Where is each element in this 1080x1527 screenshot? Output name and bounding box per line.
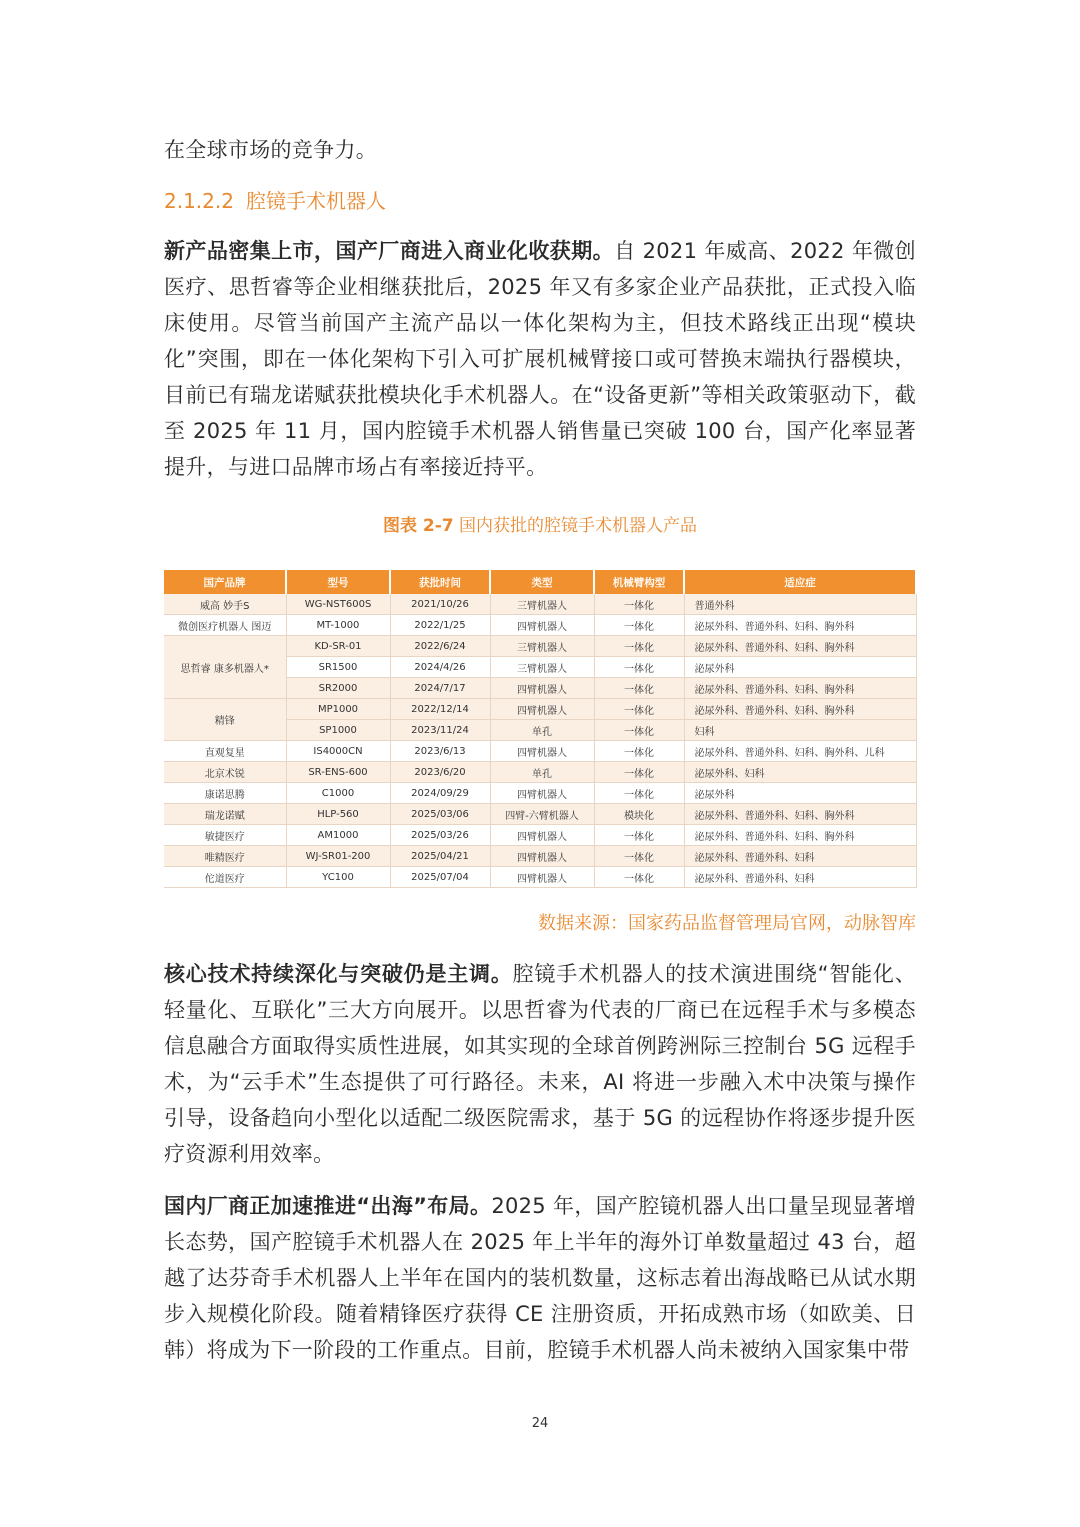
cell-arm: 一体化 [594,867,684,888]
cell-indications: 泌尿外科、普通外科、妇科、胸外科 [684,825,916,846]
cell-model: WG-NST600S [286,594,390,615]
cell-brand: 北京术锐 [164,762,286,783]
cell-date: 2025/07/04 [390,867,490,888]
cell-model: C1000 [286,783,390,804]
cell-model: SR2000 [286,678,390,699]
cell-brand: 思哲睿 康多机器人* [164,636,286,699]
table-row [164,783,916,804]
header-type: 类型 [490,570,594,594]
cell-arm: 一体化 [594,846,684,867]
cell-model: KD-SR-01 [286,636,390,657]
figure-label: 图表 2-7 [382,516,454,536]
cell-model: SP1000 [286,720,390,741]
cell-date: 2022/12/14 [390,699,490,720]
figure-caption [164,510,916,542]
header-model: 型号 [286,570,390,594]
page-number: 24 [531,1416,549,1431]
cell-date: 2024/09/29 [390,783,490,804]
cell-indications: 泌尿外科、普通外科、妇科、胸外科 [684,615,916,636]
table-row [164,615,916,636]
paragraph-1-body: 自 2021 年威高、2022 年微创医疗、思哲睿等企业相继获批后，2025 年又有多家企业产品获批，正式投入临床使用。尽管当前国产主流产品以一体化架构为主，但技术路线正出现“模块化”突围，即在一体化架构下引入可扩展机械臂接口或可替换末端执行器模块，目前已有瑞龙诺赋获批模块化手术机器人。在“设备更新”等相关政策驱动下，截至 2025 年 11 月，国内腔镜手术机器人销售量已突破 100 台，国产化率显著提升，与进口品牌市场占有率接近持平。 [164,239,916,479]
cell-arm: 一体化 [594,636,684,657]
cell-type: 四臂机器人 [490,825,594,846]
cell-arm: 模块化 [594,804,684,825]
cell-indications: 泌尿外科、普通外科、妇科 [684,846,916,867]
cell-arm: 一体化 [594,783,684,804]
section-title: 腔镜手术机器人 [245,189,386,213]
cell-indications: 泌尿外科 [684,783,916,804]
table-row [164,846,916,867]
cell-date: 2023/6/20 [390,762,490,783]
table-row [164,741,916,762]
cell-type: 四臂-六臂机器人 [490,804,594,825]
table-row [164,825,916,846]
cell-indications: 泌尿外科、普通外科、妇科、胸外科、儿科 [684,741,916,762]
cell-model: WJ-SR01-200 [286,846,390,867]
section-heading [164,183,386,219]
cell-indications: 泌尿外科、普通外科、妇科、胸外科 [684,804,916,825]
cell-date: 2024/4/26 [390,657,490,678]
cell-indications: 泌尿外科、普通外科、妇科、胸外科 [684,699,916,720]
cell-indications: 泌尿外科 [684,657,916,678]
cell-brand: 佗道医疗 [164,867,286,888]
cell-brand: 威高 妙手S [164,594,286,615]
cell-type: 四臂机器人 [490,783,594,804]
cell-arm: 一体化 [594,825,684,846]
header-indications: 适应症 [684,570,916,594]
cell-type: 四臂机器人 [490,699,594,720]
cell-brand: 瑞龙诺赋 [164,804,286,825]
cell-model: SR1500 [286,657,390,678]
table-row [164,804,916,825]
cell-indications: 泌尿外科、普通外科、妇科、胸外科 [684,678,916,699]
cell-date: 2023/11/24 [390,720,490,741]
cell-date: 2025/03/26 [390,825,490,846]
data-source: 数据来源：国家药品监督管理局官网，动脉智库 [538,913,916,934]
cell-date: 2022/6/24 [390,636,490,657]
cell-date: 2025/03/06 [390,804,490,825]
paragraph-1 [164,233,916,485]
table-row [164,699,916,720]
cell-indications: 泌尿外科、妇科 [684,762,916,783]
table-row [164,867,916,888]
paragraph-3-body: 2025 年，国产腔镜机器人出口量呈现显著增长态势，国产腔镜手术机器人在 2025 年上半年的海外订单数量超过 43 台，超越了达芬奇手术机器人上半年在国内的装机数量，这标志着出海战略已从试水期步入规模化阶段。随着精锋医疗获得 CE 注册资质，开拓成熟市场（如欧美、日韩）将成为下一阶段的工作重点。目前，腔镜手术机器人尚未被纳入国家集中带 [164,1194,916,1362]
paragraph-3-lead: 国内厂商正加速推进“出海”布局。 [164,1194,492,1218]
cell-brand: 敏捷医疗 [164,825,286,846]
cell-type: 四臂机器人 [490,615,594,636]
header-brand: 国产品牌 [164,570,286,594]
cell-model: IS4000CN [286,741,390,762]
cell-arm: 一体化 [594,741,684,762]
cell-type: 单孔 [490,762,594,783]
cell-date: 2025/04/21 [390,846,490,867]
paragraph-2-body: 腔镜手术机器人的技术演进围绕“智能化、轻量化、互联化”三大方向展开。以思哲睿为代表的厂商已在远程手术与多模态信息融合方面取得实质性进展，如其实现的全球首例跨洲际三控制台 5G 远程手术，为“云手术”生态提供了可行路径。未来，AI 将进一步融入术中决策与操作引导，设备趋向小型化以适配二级医院需求，基于 5G 的远程协作将逐步提升医疗资源利用效率。 [164,962,916,1166]
cell-date: 2022/1/25 [390,615,490,636]
cell-model: AM1000 [286,825,390,846]
cell-brand: 康诺思腾 [164,783,286,804]
cell-date: 2021/10/26 [390,594,490,615]
paragraph-3 [164,1188,916,1368]
paragraph-2-lead: 核心技术持续深化与突破仍是主调。 [164,962,513,986]
header-approval-date: 获批时间 [390,570,490,594]
table-header-row [164,570,916,594]
cell-date: 2024/7/17 [390,678,490,699]
figure-title: 国内获批的腔镜手术机器人产品 [459,516,698,536]
products-table [164,570,917,888]
cell-model: SR-ENS-600 [286,762,390,783]
cell-brand: 微创医疗机器人 图迈 [164,615,286,636]
cell-type: 三臂机器人 [490,636,594,657]
cell-model: YC100 [286,867,390,888]
paragraph-1-lead: 新产品密集上市，国产厂商进入商业化收获期。 [164,239,615,263]
cell-brand: 精锋 [164,699,286,741]
table-row [164,636,916,657]
cell-arm: 一体化 [594,762,684,783]
cell-arm: 一体化 [594,615,684,636]
table-row [164,762,916,783]
section-number: 2.1.2.2 [164,189,234,213]
paragraph-2 [164,956,916,1172]
cell-arm: 一体化 [594,657,684,678]
cell-arm: 一体化 [594,594,684,615]
cell-indications: 泌尿外科、普通外科、妇科、胸外科 [684,636,916,657]
cell-type: 四臂机器人 [490,741,594,762]
cell-model: MT-1000 [286,615,390,636]
cell-model: HLP-560 [286,804,390,825]
cell-type: 四臂机器人 [490,867,594,888]
cell-type: 三臂机器人 [490,657,594,678]
cell-type: 四臂机器人 [490,678,594,699]
table-row [164,594,916,615]
cell-type: 四臂机器人 [490,846,594,867]
cell-indications: 泌尿外科、普通外科、妇科 [684,867,916,888]
intro-line: 在全球市场的竞争力。 [164,138,377,162]
cell-arm: 一体化 [594,678,684,699]
cell-model: MP1000 [286,699,390,720]
header-arm-config: 机械臂构型 [594,570,684,594]
cell-indications: 普通外科 [684,594,916,615]
cell-brand: 唯精医疗 [164,846,286,867]
cell-type: 三臂机器人 [490,594,594,615]
cell-date: 2023/6/13 [390,741,490,762]
cell-arm: 一体化 [594,720,684,741]
cell-brand: 直观复星 [164,741,286,762]
cell-type: 单孔 [490,720,594,741]
cell-indications: 妇科 [684,720,916,741]
cell-arm: 一体化 [594,699,684,720]
